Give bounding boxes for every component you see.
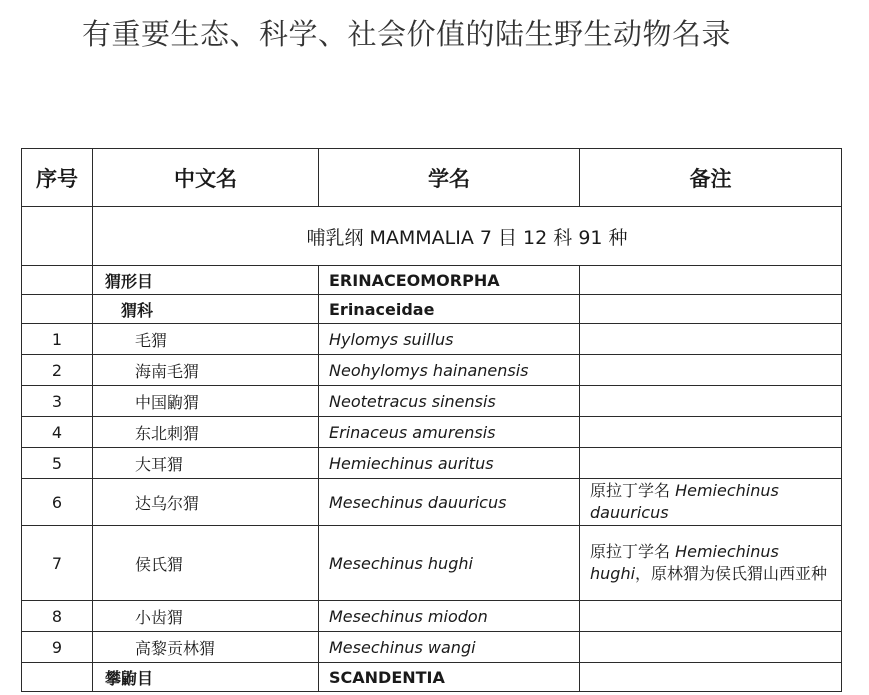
species-scientific-name: Erinaceus amurensis	[319, 417, 580, 448]
table-row	[22, 324, 842, 355]
table-row	[22, 386, 842, 417]
order-remarks	[580, 663, 842, 692]
species-scientific-name: Mesechinus hughi	[319, 526, 580, 601]
species-index: 9	[22, 632, 93, 663]
header-index: 序号	[22, 149, 93, 207]
order-row	[22, 266, 842, 295]
order-index	[22, 663, 93, 692]
species-index: 7	[22, 526, 93, 601]
table-row	[22, 448, 842, 479]
order-index	[22, 266, 93, 295]
species-chinese-name: 小齿猬	[93, 601, 319, 632]
species-chinese-name: 大耳猬	[93, 448, 319, 479]
page-title: 有重要生态、科学、社会价值的陆生野生动物名录	[82, 17, 732, 51]
species-remarks	[580, 632, 842, 663]
table-row	[22, 355, 842, 386]
species-chinese-name: 达乌尔猬	[93, 479, 319, 526]
header-scientific-name: 学名	[319, 149, 580, 207]
species-remarks	[580, 448, 842, 479]
header-chinese-name: 中文名	[93, 149, 319, 207]
family-row	[22, 295, 842, 324]
species-remarks	[580, 386, 842, 417]
species-scientific-name: Neotetracus sinensis	[319, 386, 580, 417]
species-remarks	[580, 526, 842, 601]
remark-former-name: Hemiechinus dauuricus	[590, 481, 779, 522]
species-remarks	[580, 417, 842, 448]
order-scientific-name: ERINACEOMORPHA	[319, 266, 580, 295]
family-remarks	[580, 295, 842, 324]
remark-former-name: Hemiechinus hughi	[590, 542, 779, 583]
species-chinese-name: 毛猬	[93, 324, 319, 355]
species-chinese-name: 东北刺猬	[93, 417, 319, 448]
species-chinese-name: 高黎贡林猬	[93, 632, 319, 663]
species-index: 8	[22, 601, 93, 632]
header-remarks: 备注	[580, 149, 842, 207]
species-scientific-name: Neohylomys hainanensis	[319, 355, 580, 386]
species-index: 4	[22, 417, 93, 448]
remark-suffix: ，原林猬为侯氏猬山西亚种	[635, 564, 828, 583]
class-row-index	[22, 207, 93, 266]
species-scientific-name: Mesechinus dauuricus	[319, 479, 580, 526]
remark-text: 原拉丁学名	[590, 542, 676, 561]
order-row	[22, 663, 842, 692]
family-index	[22, 295, 93, 324]
order-remarks	[580, 266, 842, 295]
species-index: 6	[22, 479, 93, 526]
order-chinese-name: 猬形目	[93, 266, 319, 295]
species-scientific-name: Hylomys suillus	[319, 324, 580, 355]
species-index: 2	[22, 355, 93, 386]
table-row	[22, 417, 842, 448]
species-chinese-name: 海南毛猬	[93, 355, 319, 386]
family-chinese-name: 猬科	[93, 295, 319, 324]
species-index: 5	[22, 448, 93, 479]
table-row	[22, 601, 842, 632]
species-index: 3	[22, 386, 93, 417]
class-label: 哺乳纲 MAMMALIA 7 目 12 科 91 种	[93, 207, 842, 266]
species-chinese-name: 侯氏猬	[93, 526, 319, 601]
remark-text: 原拉丁学名	[590, 481, 676, 500]
order-chinese-name: 攀鼩目	[93, 663, 319, 692]
order-scientific-name: SCANDENTIA	[319, 663, 580, 692]
table-row	[22, 632, 842, 663]
species-remarks	[580, 601, 842, 632]
species-index: 1	[22, 324, 93, 355]
species-remarks	[580, 355, 842, 386]
species-table	[21, 148, 842, 692]
species-scientific-name: Mesechinus wangi	[319, 632, 580, 663]
table-header-row	[22, 149, 842, 207]
species-scientific-name: Hemiechinus auritus	[319, 448, 580, 479]
class-row	[22, 207, 842, 266]
table-row	[22, 479, 842, 526]
species-scientific-name: Mesechinus miodon	[319, 601, 580, 632]
family-scientific-name: Erinaceidae	[319, 295, 580, 324]
species-chinese-name: 中国鼩猬	[93, 386, 319, 417]
table-row	[22, 526, 842, 601]
species-remarks	[580, 479, 842, 526]
species-remarks	[580, 324, 842, 355]
